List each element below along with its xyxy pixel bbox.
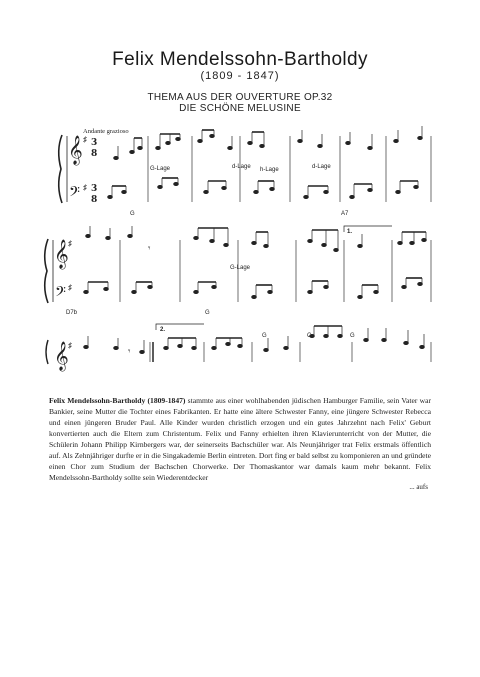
- treble-notes: [86, 226, 427, 253]
- key-signature-sharp: ♯: [83, 135, 87, 144]
- brace: [46, 340, 48, 364]
- piece-subtitle-line2: DIE SCHÖNE MELUSINE: [179, 103, 301, 114]
- svg-text:3: 3: [91, 184, 98, 194]
- treble-clef-icon: 𝄞: [68, 135, 83, 164]
- biography-lead: Felix Mendelssohn-Bartholdy (1809-1847): [49, 396, 186, 405]
- bass-notes: [84, 278, 423, 299]
- position-mark: d-Lage: [312, 164, 331, 170]
- chord-symbol: G: [205, 310, 210, 316]
- bass-notes: [108, 178, 419, 199]
- page-turn-hint: ... aufs: [409, 483, 428, 491]
- svg-text:♯: ♯: [68, 239, 72, 248]
- brace: [45, 239, 48, 303]
- chord-symbol: D7b: [66, 310, 78, 316]
- tempo-marking: Andante grazioso: [83, 128, 129, 135]
- svg-text:♯: ♯: [68, 283, 72, 292]
- svg-text:𝄾: 𝄾: [148, 243, 151, 253]
- biography-text: [49, 395, 431, 483]
- key-signature-sharp: ♯: [83, 183, 87, 192]
- position-mark: d-Lage: [232, 164, 251, 170]
- svg-text:8: 8: [91, 195, 98, 205]
- position-mark: G-Lage: [230, 265, 251, 271]
- time-signature: 3: [91, 138, 98, 148]
- treble-notes: [114, 126, 423, 160]
- treble-clef-icon: 𝄞: [54, 341, 69, 370]
- position-mark: G-Lage: [150, 166, 171, 172]
- volta-number: 1.: [347, 229, 353, 235]
- score-system-3: [46, 324, 431, 371]
- treble-notes: [84, 326, 425, 356]
- chord-symbol: C: [307, 333, 312, 339]
- treble-staff: [67, 136, 431, 156]
- position-mark: h-Lage: [260, 167, 279, 173]
- brace: [59, 135, 62, 203]
- bass-clef-icon: 𝄢: [69, 184, 80, 204]
- composer-years: (1809 - 1847): [200, 70, 280, 82]
- biography-body: stammte aus einer wohlhabenden jüdischen Hamburger Familie, sein Vater war Bankier, seine Mutter die Tochter eines Fabrikanten. Er hatte eine ältere Schwester Fanny, eine jüngere Schwester Rebecca und einen jüngeren Bruder Paul. Alle Kinder wurden christlich erzogen und ein gutes Jahrzehnt nach Felix' Geburt konvertierten auch die Eltern zum Christentum. Felix und Fanny erhielten ihren Klavierunterricht von der Mutter, die Schülerin Johann Philipp Kirnbergers war, der seinerseits Bachschüler war. Als Neunjähriger trat Felix erstmals öffentlich auf. Als Zehnjähriger durfte er in die Singakademie Berlin eintreten. Dort fing er bald selbst zu komponieren an und gründete einen Chor zum Studium der Bachschen Chorwerke. Der Thomaskantor war damals kaum mehr bekannt. Felix Mendelssohn-Bartholdy sollte sein Wiederentdecker: [49, 396, 431, 482]
- svg-text:𝄾: 𝄾: [128, 346, 131, 356]
- chord-symbol: A7: [341, 211, 349, 217]
- chord-symbol: G: [350, 333, 355, 339]
- piece-subtitle-line1: THEMA AUS DER OUVERTURE OP.32: [147, 92, 333, 103]
- chord-symbol: G: [130, 211, 135, 217]
- svg-text:♯: ♯: [68, 341, 72, 350]
- score-system-2: [45, 226, 431, 316]
- bass-clef-icon: 𝄢: [55, 284, 66, 304]
- time-signature: 8: [91, 149, 98, 159]
- volta-number: 2.: [160, 327, 166, 333]
- chord-symbol: G: [262, 333, 267, 339]
- score-system-1: [59, 126, 431, 217]
- treble-clef-icon: 𝄞: [54, 239, 69, 268]
- composer-title: Felix Mendelssohn-Bartholdy: [112, 49, 368, 70]
